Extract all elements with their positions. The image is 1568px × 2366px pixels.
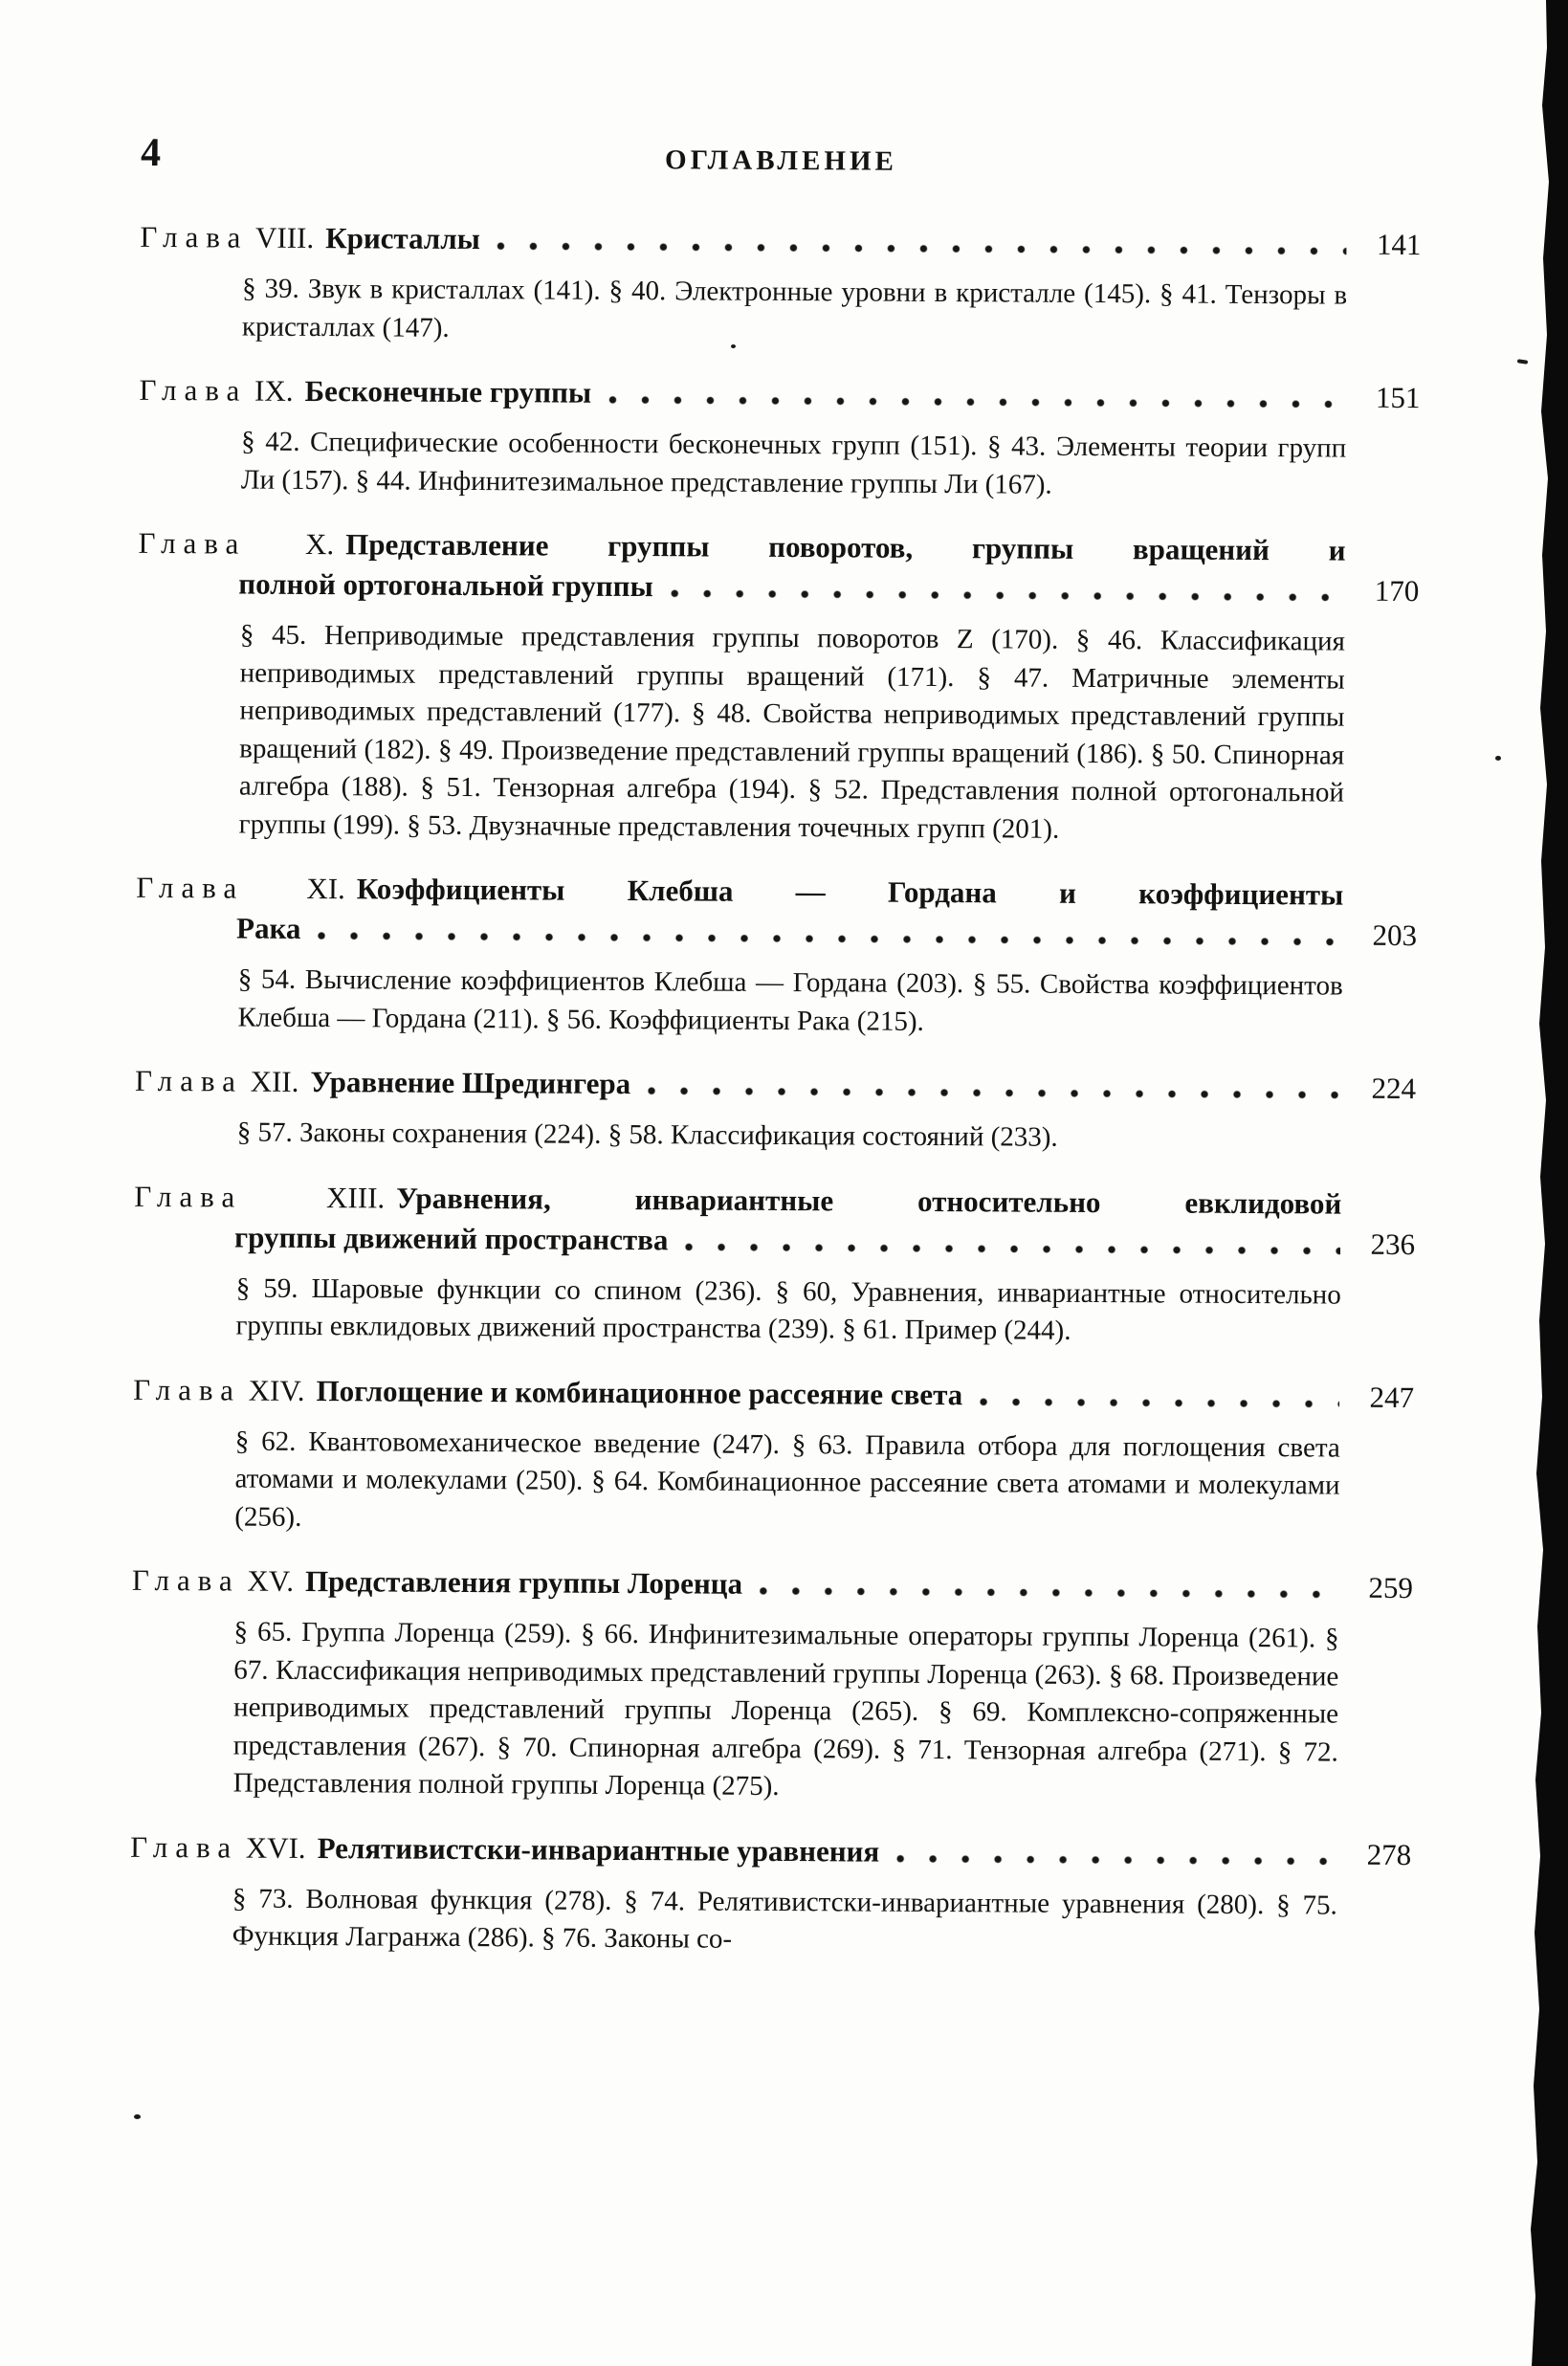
dot-leader	[685, 1241, 1340, 1256]
ink-speck	[1495, 756, 1501, 761]
dot-leader	[608, 394, 1345, 410]
dot-leader	[648, 1085, 1341, 1100]
toc-entry	[132, 1369, 1414, 1543]
chapter-heading	[130, 1826, 1411, 1874]
chapter-page-number: 203	[1372, 918, 1418, 953]
page-number: 4	[140, 130, 162, 176]
page-header	[140, 130, 1422, 181]
toc-entry	[137, 523, 1420, 851]
chapter-title: Представления группы Лоренца	[304, 1563, 743, 1601]
chapter-title-line	[140, 217, 1421, 265]
chapter-title-line	[132, 1560, 1413, 1608]
chapter-page-number: 278	[1366, 1837, 1412, 1871]
chapter-label: Глава XIII.	[134, 1179, 386, 1214]
toc-entry	[133, 1176, 1415, 1352]
chapter-heading	[132, 1560, 1413, 1608]
chapter-heading	[140, 217, 1421, 265]
dot-leader	[497, 240, 1347, 256]
dot-leader	[980, 1396, 1339, 1409]
chapter-title-line	[135, 1061, 1416, 1109]
chapter-title-line	[133, 1369, 1414, 1417]
chapter-heading	[134, 1176, 1415, 1264]
chapter-title-line	[136, 868, 1343, 916]
toc-entry	[130, 1826, 1412, 1962]
chapter-label: Глава XII.	[134, 1063, 299, 1098]
chapter-title: Уравнения, инвариантные относительно евклидовой	[396, 1181, 1342, 1221]
toc-entry	[139, 370, 1421, 506]
chapter-title: Рака	[235, 911, 301, 945]
toc-entry	[130, 1560, 1413, 1810]
chapter-label: Глава X.	[138, 525, 335, 562]
chapter-title-line	[138, 564, 1419, 611]
chapter-label: Глава XV.	[131, 1562, 295, 1598]
chapter-title: Коэффициенты Клебша — Гордана и коэффициенты	[356, 872, 1344, 912]
chapter-label: Глава XVI.	[130, 1829, 306, 1865]
chapter-sections: § 73. Волновая функция (278). § 74. Релятивистски-инвариантные уравнения (280). § 75. Функция Лагранжа (286). § 76. Законы со-	[232, 1883, 1337, 1955]
dot-leader	[760, 1585, 1338, 1601]
chapter-page-number: 170	[1374, 573, 1420, 608]
chapter-page-number: 236	[1370, 1227, 1416, 1261]
chapter-title: Представление группы поворотов, группы вращений и	[345, 527, 1346, 567]
chapter-sections: § 62. Квантовомеханическое введение (247). § 63. Правила отбора для поглощения света атомами и молекулами (250). § 64. Комбинационное рассеяние света атомами и молекулами (256).	[234, 1426, 1340, 1533]
chapter-sections: § 59. Шаровые функции со спином (236). § 60, Уравнения, инвариантные относительно группы евклидовых движений пространства (239). § 61. Пример (244).	[235, 1272, 1341, 1346]
chapter-title: группы движений пространства	[234, 1220, 669, 1256]
chapter-heading	[138, 523, 1419, 611]
chapter-title: полной ортогональной группы	[238, 566, 653, 604]
table-of-contents	[130, 217, 1422, 1963]
chapter-sections: § 45. Неприводимые представления группы поворотов Z (170). § 46. Классификация неприводимых представлений группы вращений (171). § 47. Матричные элементы неприводимых представлений (177). § 48. Свойства неприводимых представлений группы вращений (182). § 49. Произведение представлений группы вращений (186). § 50. Спинорная алгебра (188). § 51. Тензорная алгебра (194). § 52. Представления полной ортогональной группы (199). § 53. Двузначные представления точечных групп (201).	[238, 619, 1346, 845]
chapter-sections: § 42. Специфические особенности бесконечных групп (151). § 43. Элементы теории групп Ли (157). § 44. Инфинитезимальное представление группы Ли (167).	[240, 426, 1347, 500]
ink-speck	[134, 2114, 141, 2119]
toc-entry	[135, 868, 1417, 1044]
chapter-page-number: 247	[1369, 1380, 1415, 1414]
chapter-heading	[135, 1061, 1416, 1109]
chapter-title: Кристаллы	[325, 221, 480, 256]
chapter-title: Уравнение Шредингера	[310, 1065, 631, 1101]
chapter-page-number: 141	[1376, 227, 1422, 262]
dot-leader	[671, 587, 1345, 603]
chapter-heading	[139, 370, 1420, 418]
ink-speck	[731, 344, 736, 348]
chapter-title: Бесконечные группы	[304, 373, 592, 409]
chapter-sections: § 39. Звук в кристаллах (141). § 40. Электронные уровни в кристалле (145). § 41. Тензоры в кристаллах (147).	[241, 273, 1348, 343]
chapter-title-line	[136, 908, 1417, 956]
toc-entry	[135, 1061, 1417, 1160]
chapter-page-number: 151	[1375, 380, 1421, 415]
chapter-label: Глава VIII.	[140, 219, 315, 255]
chapter-label: Глава XIV.	[133, 1372, 305, 1407]
chapter-title: Релятивистски-инвариантные уравнения	[317, 1830, 880, 1868]
chapter-sections: § 57. Законы сохранения (224). § 58. Классификация состояний (233).	[236, 1117, 1058, 1153]
chapter-title: Поглощение и комбинационное рассеяние света	[316, 1373, 963, 1411]
chapter-heading	[133, 1369, 1414, 1417]
dot-leader	[318, 930, 1342, 948]
chapter-label: Глава IX.	[139, 372, 294, 408]
chapter-heading	[136, 868, 1417, 956]
chapter-sections: § 65. Группа Лоренца (259). § 66. Инфинитезимальные операторы группы Лоренца (261). § 67. Классификация неприводимых представлений группы Лоренца (263). § 68. Произведение неприводимых представлений группы Лоренца (265). § 69. Комплексно-сопряженные представления (267). § 70. Спинорная алгебра (269). § 71. Тензорная алгебра (271). § 72. Представления полной группы Лоренца (275).	[232, 1616, 1339, 1802]
toc-entry	[140, 217, 1422, 353]
scan-edge-artifact	[1526, 0, 1568, 2366]
running-title: ОГЛАВЛЕНИЕ	[664, 144, 898, 177]
chapter-label: Глава XI.	[136, 870, 345, 906]
chapter-sections: § 54. Вычисление коэффициентов Клебша — Гордана (203). § 55. Свойства коэффициентов Клебша — Гордана (211). § 56. Коэффициенты Рака (215).	[237, 963, 1343, 1037]
dot-leader	[896, 1852, 1336, 1867]
chapter-title-line	[130, 1826, 1411, 1874]
chapter-page-number: 259	[1368, 1570, 1413, 1605]
chapter-page-number: 224	[1371, 1071, 1417, 1106]
chapter-title-line	[139, 370, 1420, 418]
chapter-title-line	[134, 1216, 1415, 1264]
